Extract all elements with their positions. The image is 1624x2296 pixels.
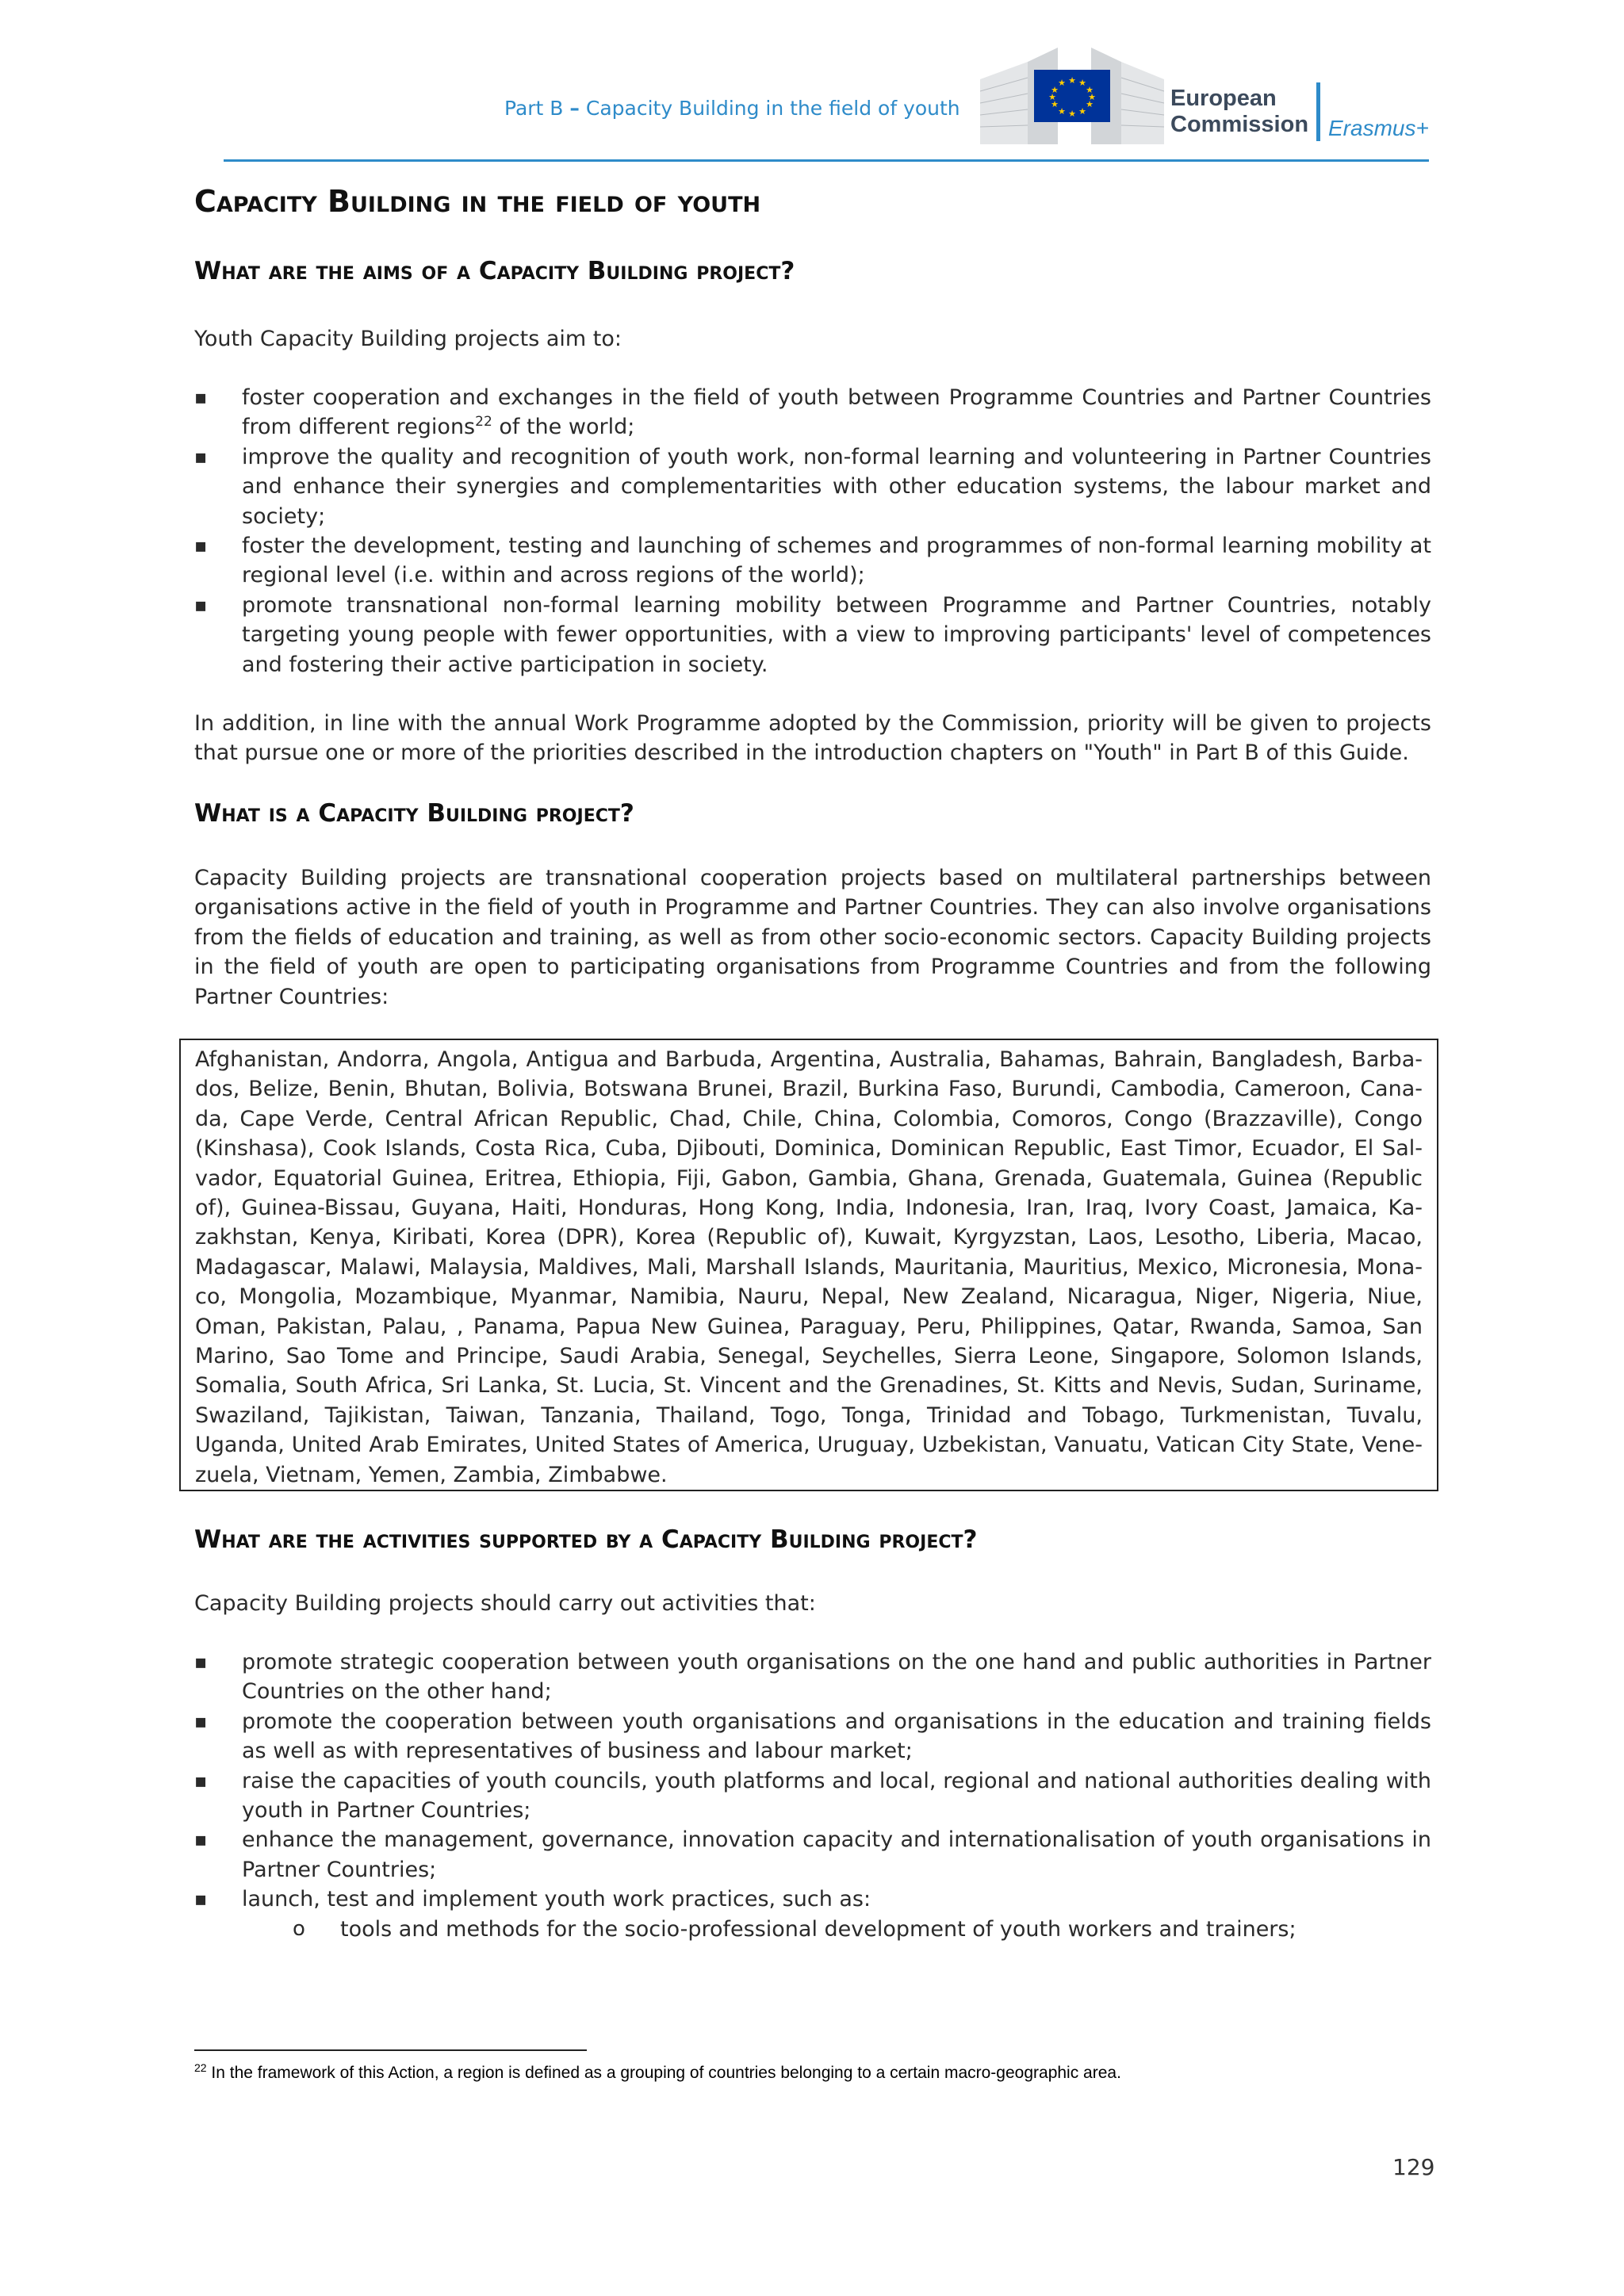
aims-intro: Youth Capacity Building projects aim to: (194, 327, 622, 351)
list-item: ▪ improve the quality and recognition of youth work, non-formal learning and volunteering in Partner Countries and enhance their synergies and complementarities with other education systems, the labour market and society; (194, 442, 1431, 531)
svg-text:★: ★ (1086, 85, 1094, 95)
sub-list (242, 1915, 1431, 1944)
aims-addition: In addition, in line with the annual Work Programme adopted by the Commission, priority will be given to projects that pursue one or more of the priorities described in the introduction chapters on "Youth" in Part B of this Guide. (194, 711, 1431, 766)
svg-text:★: ★ (1088, 92, 1096, 102)
eu-flag-icon (1034, 70, 1110, 122)
footnote-rule (194, 2049, 587, 2051)
logo-divider (1316, 82, 1320, 141)
svg-text:★: ★ (1058, 106, 1066, 117)
list-item: ▪ foster the development, testing and launching of schemes and programmes of non-formal learning mobility at regional level (i.e. within and across regions of the world); (194, 531, 1431, 591)
section-heading-aims: What are the aims of a Capacity Building project? (194, 257, 795, 285)
list-item: ▪ promote the cooperation between youth organisations and organisations in the education and training fields as well as with representatives of business and labour market; (194, 1707, 1431, 1766)
svg-text:★: ★ (1068, 75, 1076, 86)
list-item: ▪ promote strategic cooperation between youth organisations on the one hand and public authorities in Partner Countries on the other hand; (194, 1647, 1431, 1707)
list-item: ▪ launch, test and implement youth work practices, such as: o tools and methods for the socio-professional development of youth workers and trainers; (194, 1885, 1431, 1944)
footnote-ref[interactable]: 22 (475, 414, 492, 430)
footnote-text: In the framework of this Action, a region is defined as a grouping of countries belonging to a certain macro-geographic area. (206, 2064, 1121, 2082)
list-item: ▪ promote transnational non-formal learning mobility between Programme and Partner Countries, notably targeting young people with fewer opportunities, with a view to improving participants' level of competences and fostering their active participation in society. (194, 591, 1431, 679)
european-commission-logo (980, 48, 1164, 144)
activities-intro: Capacity Building projects should carry out activities that: (194, 1591, 816, 1616)
header-part: Part B (504, 97, 564, 120)
svg-text:★: ★ (1051, 99, 1059, 109)
partner-countries-list: Afghanistan, Andorra, Angola, Antigua and Barbuda, Argentina, Australia, Bahamas, Bahrain, Bangladesh, Barba-dos, Belize, Benin, Bhutan, Bolivia, Botswana Brunei, Brazil, Burkina Faso, Burundi, Cambodia, Cameroon, Cana-da, Cape Verde, Central African Republic, Chad, Chile, China, Colombia, Comoros, Congo (Brazzaville), Congo (Kinshasa), Cook Islands, Costa Rica, Cuba, Djibouti, Dominica, Dominican Republic, East Timor, Ecuador, El Sal-vador, Equatorial Guinea, Eritrea, Ethiopia, Fiji, Gabon, Gambia, Ghana, Grenada, Guatemala, Guinea (Republic of), Guinea-Bissau, Guyana, Haiti, Honduras, Hong Kong, India, Indonesia, Iran, Iraq, Ivory Coast, Jamaica, Ka-zakhstan, Kenya, Kiribati, Korea (DPR), Korea (Republic of), Kuwait, Kyrgyzstan, Laos, Lesotho, Liberia, Macao, Madagascar, Malawi, Malaysia, Maldives, Mali, Marshall Islands, Mauritania, Mauritius, Mexico, Micronesia, Mona-co, Mongolia, Mozambique, Myanmar, Namibia, Nauru, Nepal, New Zealand, Nicaragua, Niger, Nigeria, Niue, Oman, Pakistan, Palau, , Panama, Papua New Guinea, Paraguay, Peru, Philippines, Qatar, Rwanda, Samoa, San Marino, Sao Tome and Principe, Saudi Arabia, Senegal, Seychelles, Sierra Leone, Singapore, Solomon Islands, Somalia, South Africa, Sri Lanka, St. Lucia, St. Vincent and the Grenadines, St. Kitts and Nevis, Sudan, Suriname, Swaziland, Tajikistan, Taiwan, Tanzania, Thailand, Togo, Tonga, Trinidad and Tobago, Turkmenistan, Tuvalu, Uganda, United Arab Emirates, United States of America, Uruguay, Uzbekistan, Vanuatu, Vatican City State, Vene-zuela, Vietnam, Yemen, Zambia, Zimbabwe. (195, 1047, 1423, 1487)
aims-list (194, 383, 1431, 679)
header-section: Capacity Building in the field of youth (585, 97, 960, 120)
svg-text:★: ★ (1068, 109, 1076, 119)
logo-wordmark (1170, 86, 1308, 138)
svg-text:★: ★ (1078, 78, 1086, 88)
list-item: ▪ foster cooperation and exchanges in the field of youth between Programme Countries and Partner Countries from different regions$^{22}$ of the world; (194, 383, 1431, 442)
page-title: Capacity Building in the field of youth (194, 184, 761, 219)
svg-text:★: ★ (1086, 99, 1094, 109)
section-heading-what-is: What is a Capacity Building project? (194, 799, 634, 828)
list-item: ▪ enhance the management, governance, innovation capacity and internationalisation of youth organisations in Partner Countries; (194, 1825, 1431, 1885)
svg-text:★: ★ (1058, 78, 1066, 88)
running-header (504, 97, 960, 120)
svg-text:★: ★ (1078, 106, 1086, 117)
sub-list-item: o tools and methods for the socio-professional development of youth workers and trainers; (242, 1915, 1431, 1944)
svg-text:★: ★ (1051, 85, 1059, 95)
header-rule (224, 159, 1429, 162)
section-heading-activities: What are the activities supported by a Capacity Building project? (194, 1525, 978, 1554)
svg-text:★: ★ (1048, 92, 1056, 102)
footnote-number: 22 (194, 2061, 207, 2074)
what-is-body: Capacity Building projects are transnational cooperation projects based on multilateral partnerships between organisations active in the field of youth in Programme and Partner Countries. They can also involve organisations from the fields of education and training, as well as from other socio-economic sectors. Capacity Building projects in the field of youth are open to participating organisations from Programme Countries and from the following Partner Countries: (194, 866, 1431, 1009)
logo-line-european: European (1170, 86, 1277, 111)
page-number: 129 (1392, 2154, 1435, 2180)
activities-list (194, 1647, 1431, 1944)
erasmus-plus-wordmark: Erasmus+ (1328, 116, 1429, 140)
header-dash: – (569, 97, 580, 120)
list-item: ▪ raise the capacities of youth councils, youth platforms and local, regional and national authorities dealing with youth in Partner Countries; (194, 1766, 1431, 1826)
partner-countries-box (179, 1039, 1438, 1491)
footnote (194, 2061, 1121, 2083)
logo-line-commission: Commission (1170, 112, 1309, 137)
